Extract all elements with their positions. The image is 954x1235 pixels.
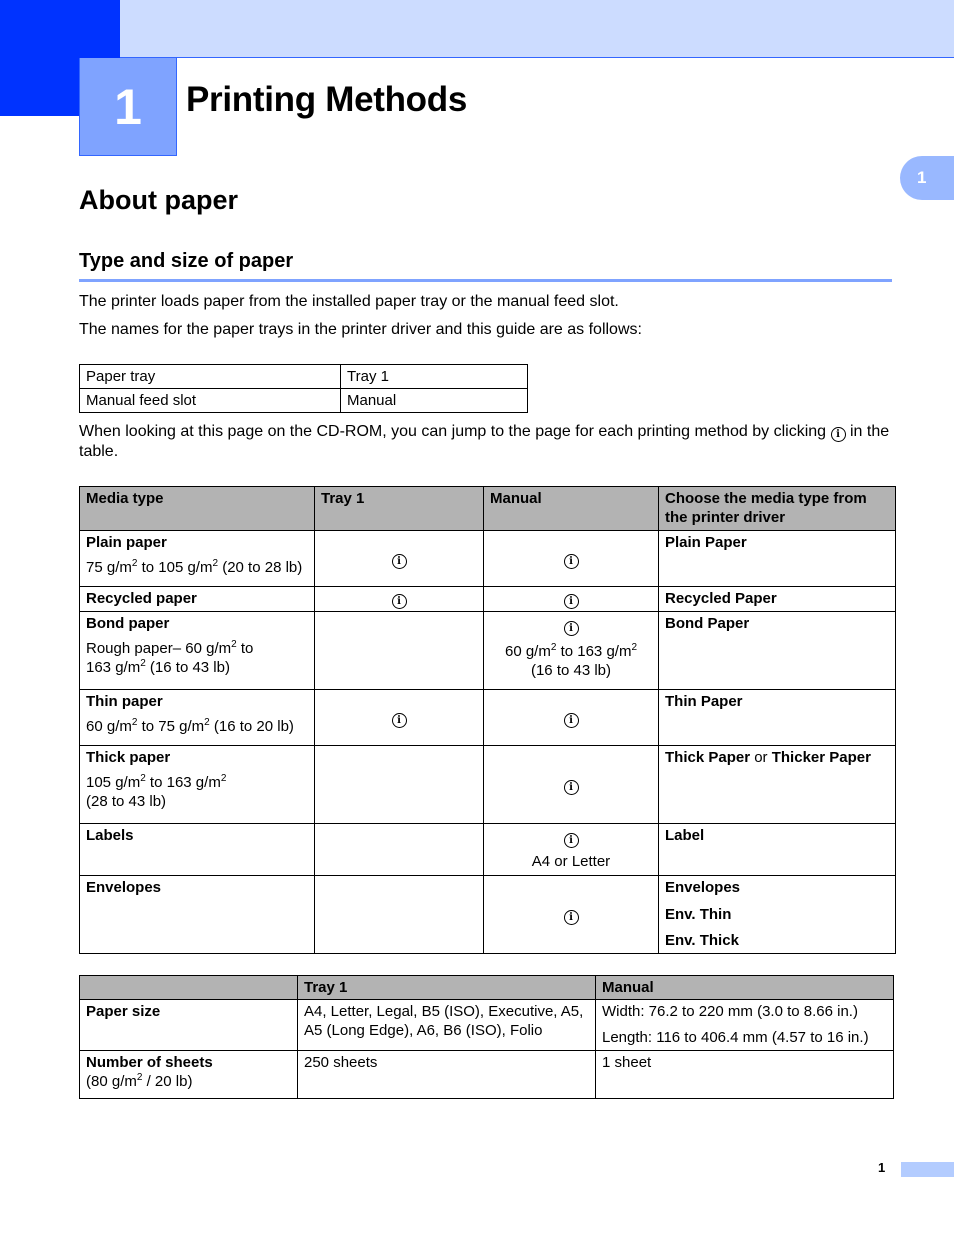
intro-paragraph-1: The printer loads paper from the installed paper tray or the manual feed slot. [79,293,619,310]
media-weight: 75 $g/m^2$ to 105 $g/m^2$ (20 to 28 lb) [86,558,303,576]
driver-media: Thick Paper or Thicker Paper [659,746,896,824]
media-weight: 105 $g/m^2$ to 163 $g/m^2$ [86,773,227,791]
table-cell: 250 sheets [298,1051,596,1099]
table-cell: Manual [341,389,528,413]
header-tray1: Tray 1 [298,976,596,1000]
table-row [80,365,528,389]
info-icon[interactable]: i [564,833,579,848]
header-blank [80,976,298,1000]
info-icon[interactable]: i [392,554,407,569]
info-icon: i [831,427,846,442]
paper-size-table [79,975,894,1099]
subsection-rule [79,279,892,282]
cdrom-note-text: When looking at this page on the CD-ROM, you can jump to the page for each printing method by clicking [79,423,827,440]
table-cell: 1 sheet [596,1051,894,1099]
info-icon[interactable]: i [564,910,579,925]
media-name: Envelopes [80,876,315,954]
table-cell [80,690,315,746]
row-label: Paper size [80,1000,298,1051]
table-cell [484,612,659,690]
table-row-paper-size [80,1000,894,1051]
manual-weight: 60 $g/m^2$ to 163 $g/m^2$ [504,642,638,660]
table-cell [315,612,484,690]
driver-media: Bond Paper [659,612,896,690]
chapter-title: Printing Methods [186,80,468,119]
media-weight: 60 $g/m^2$ to 75 $g/m^2$ (16 to 20 lb) [86,717,294,735]
table-cell [484,876,659,954]
footer-bar [901,1162,954,1177]
table-row-bond [80,612,896,690]
row-sublabel: (80 $g/m^2 / 20$ lb) [86,1072,193,1090]
media-name: Labels [80,824,315,876]
table-row-envelopes [80,876,896,954]
chapter-side-tab[interactable]: 1 [900,156,954,200]
table-cell [484,824,659,876]
table-row-plain [80,531,896,587]
driver-media: Recycled Paper [659,587,896,612]
media-name: Thin paper [86,693,163,710]
media-name: Thick paper [86,749,171,766]
media-name: Recycled paper [80,587,315,612]
table-cell [80,746,315,824]
info-icon[interactable]: i [564,621,579,636]
driver-media: Label [659,824,896,876]
manual-weight-cont: (16 to 43 lb) [530,662,612,679]
table-row-sheets [80,1051,894,1099]
table-row [80,389,528,413]
table-cell [80,531,315,587]
table-cell [315,824,484,876]
media-name: Bond paper [86,615,170,632]
table-cell [315,531,484,587]
media-weight-cont: (28 to 43 lb) [86,793,167,810]
driver-media: Plain Paper [659,531,896,587]
header-tray1: Tray 1 [315,487,484,531]
table-cell [484,690,659,746]
table-row-recycled [80,587,896,612]
tray-names-table [79,364,528,413]
table-header-row [80,487,896,531]
table-cell: Paper tray [80,365,341,389]
cdrom-note [79,422,894,462]
driver-media: Thin Paper [659,690,896,746]
table-cell [315,587,484,612]
section-title: About paper [79,185,238,215]
chapter-number: 1 [79,58,177,156]
table-cell [80,612,315,690]
table-cell [484,746,659,824]
table-cell: Width: 76.2 to 220 mm (3.0 to 8.66 in.) Length: 116 to 406.4 mm (4.57 to 16 in.) [596,1000,894,1051]
info-icon[interactable]: i [564,713,579,728]
driver-media: Envelopes Env. Thin Env. Thick [659,876,896,954]
cdrom-note-text-end: in the table. [79,423,890,460]
intro-paragraph-2: The names for the paper trays in the printer driver and this guide are as follows: [79,321,642,338]
table-row-thick [80,746,896,824]
table-cell [315,746,484,824]
table-cell: Tray 1 [341,365,528,389]
media-weight-cont: 163 $g/m^2$ (16 to 43 lb) [86,658,230,676]
table-cell [315,690,484,746]
manual-note: A4 or Letter [531,853,611,870]
info-icon[interactable]: i [564,594,579,609]
row-label: Number of sheets [86,1054,213,1071]
info-icon[interactable]: i [392,713,407,728]
info-icon[interactable]: i [564,554,579,569]
media-name: Plain paper [86,534,167,551]
table-cell: A4, Letter, Legal, B5 (ISO), Executive, A5, A5 (Long Edge), A6, B6 (ISO), Folio [298,1000,596,1051]
media-type-table [79,486,896,954]
table-cell [80,1051,298,1099]
table-row-thin [80,690,896,746]
table-cell [315,876,484,954]
media-weight: Rough paper– 60 $g/m^2$ to [86,639,254,657]
table-cell [484,531,659,587]
header-driver-media: Choose the media type from the printer driver [659,487,896,531]
header-manual: Manual [484,487,659,531]
header-media-type: Media type [80,487,315,531]
table-cell: Manual feed slot [80,389,341,413]
subsection-title: Type and size of paper [79,250,294,272]
info-icon[interactable]: i [392,594,407,609]
table-row-labels [80,824,896,876]
page-number: 1 [878,1160,886,1175]
table-cell [484,587,659,612]
header-manual: Manual [596,976,894,1000]
table-header-row [80,976,894,1000]
info-icon[interactable]: i [564,780,579,795]
header-band [120,0,954,58]
